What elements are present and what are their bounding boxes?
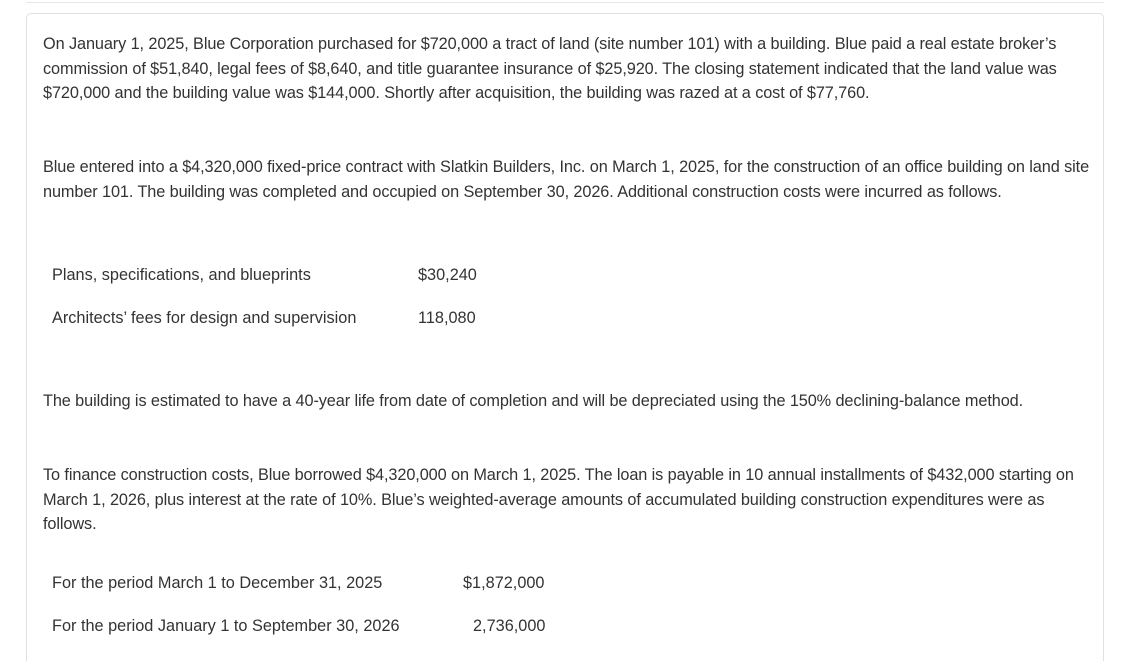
costs-row-label: Plans, specifications, and blueprints: [52, 266, 311, 284]
costs-row-value: $30,240: [418, 266, 477, 284]
paragraph-depreciation: The building is estimated to have a 40-year life from date of completion and will be depreciated using the 150% declining-balance method.: [43, 392, 1024, 410]
costs-row-value: 118,080: [418, 309, 476, 327]
expenditures-row-label: For the period March 1 to December 31, 2025: [52, 574, 383, 592]
paragraph-financing: To finance construction costs, Blue borrowed $4,320,000 on March 1, 2025. The loan is payable in 10 annual installments of $432,000 starting on March 1, 2026, plus interest at the rate of 10%. Blue’s weighted-average amounts of accumulated building construction expenditures were as follows.: [43, 466, 1074, 533]
expenditures-row-label: For the period January 1 to September 30, 2026: [52, 617, 400, 635]
problem-card: [26, 13, 1104, 661]
paragraph-land-purchase: On January 1, 2025, Blue Corporation purchased for $720,000 a tract of land (site number 101) with a building. Blue paid a real estate broker’s commission of $51,840, legal fees of $8,640, and title guarantee insurance of $25,920. The closing statement indicated that the land value was $720,000 and the building value was $144,000. Shortly after acquisition, the building was razed at a cost of $77,760.: [43, 35, 1057, 102]
top-divider: [26, 2, 1104, 3]
expenditures-row-value: $1,872,000: [463, 574, 545, 592]
costs-row-label: Architects’ fees for design and supervision: [52, 309, 357, 327]
paragraph-construction-contract: Blue entered into a $4,320,000 fixed-price contract with Slatkin Builders, Inc. on March 1, 2025, for the construction of an office building on land site number 101. The building was completed and occupied on September 30, 2026. Additional construction costs were incurred as follows.: [43, 158, 1090, 201]
expenditures-row-value: 2,736,000: [473, 617, 546, 635]
